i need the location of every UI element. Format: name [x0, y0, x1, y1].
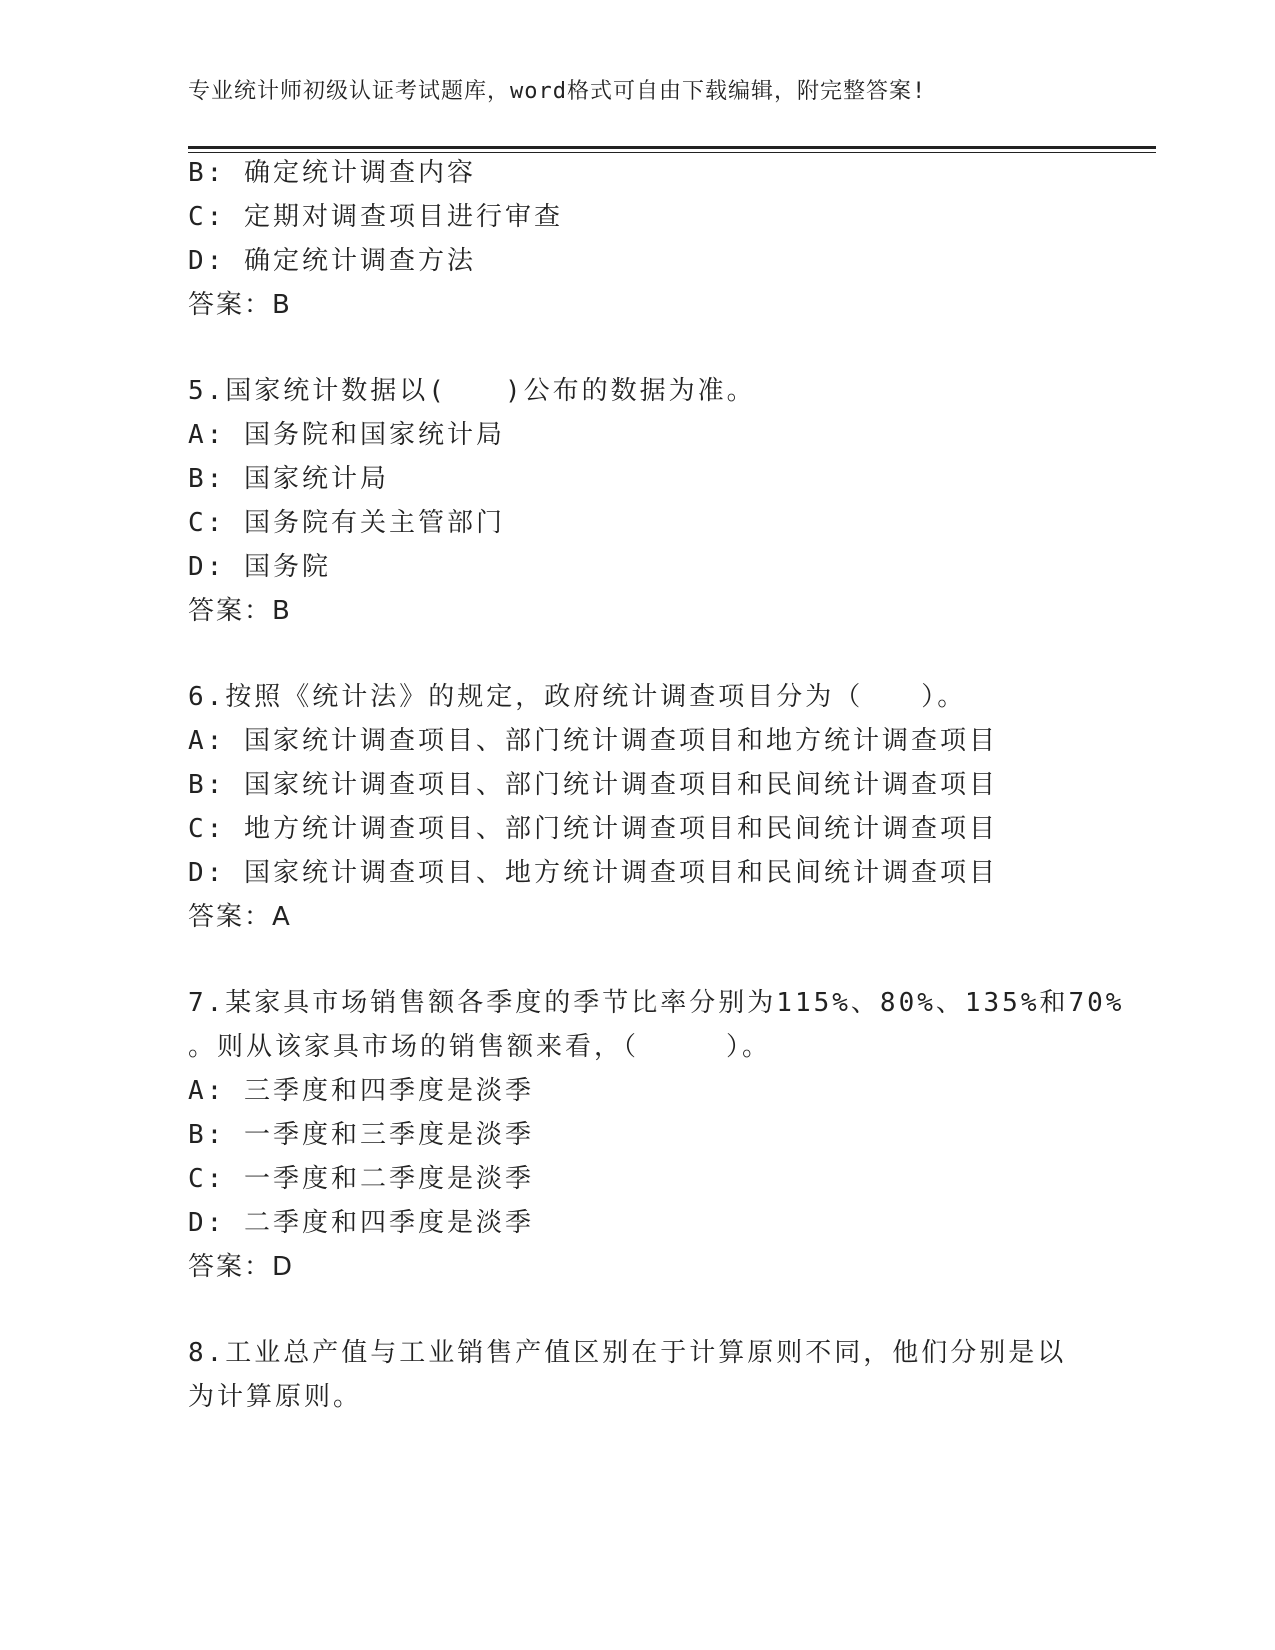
q4-option-b: B: 确定统计调查内容 [188, 158, 476, 188]
q5-option-b: B: 国家统计局 [188, 464, 389, 494]
q4-answer: 答案：B [188, 290, 292, 320]
q8-question-line2: 为计算原则。 [188, 1382, 363, 1412]
q7-option-d: D: 二季度和四季度是淡季 [188, 1208, 534, 1238]
q7-answer: 答案：D [188, 1252, 295, 1282]
page-header: 专业统计师初级认证考试题库，word格式可自由下载编辑，附完整答案! [188, 79, 927, 104]
q5-question: 5.国家统计数据以( )公布的数据为准。 [188, 376, 756, 406]
q7-option-b: B: 一季度和三季度是淡季 [188, 1120, 534, 1150]
q7-option-a: A: 三季度和四季度是淡季 [188, 1076, 534, 1106]
q7-question-line2: 。则从该家具市场的销售额来看，（ ）。 [188, 1032, 772, 1062]
header-divider [188, 146, 1156, 153]
q6-option-a: A: 国家统计调查项目、部门统计调查项目和地方统计调查项目 [188, 726, 998, 756]
q7-question-line1: 7.某家具市场销售额各季度的季节比率分别为115%、80%、135%和70% [188, 988, 1125, 1018]
q6-option-d: D: 国家统计调查项目、地方统计调查项目和民间统计调查项目 [188, 858, 998, 888]
q6-question: 6.按照《统计法》的规定，政府统计调查项目分为（ ）。 [188, 682, 967, 712]
q6-option-c: C: 地方统计调查项目、部门统计调查项目和民间统计调查项目 [188, 814, 998, 844]
q8-question-line1: 8.工业总产值与工业销售产值区别在于计算原则不同，他们分别是以 [188, 1338, 1067, 1368]
q7-option-c: C: 一季度和二季度是淡季 [188, 1164, 534, 1194]
q5-option-d: D: 国务院 [188, 552, 331, 582]
q4-option-c: C: 定期对调查项目进行审查 [188, 202, 563, 232]
q4-option-d: D: 确定统计调查方法 [188, 246, 476, 276]
q6-answer: 答案：A [188, 902, 292, 932]
q6-option-b: B: 国家统计调查项目、部门统计调查项目和民间统计调查项目 [188, 770, 998, 800]
q5-option-a: A: 国务院和国家统计局 [188, 420, 505, 450]
q5-option-c: C: 国务院有关主管部门 [188, 508, 505, 538]
q5-answer: 答案：B [188, 596, 292, 626]
